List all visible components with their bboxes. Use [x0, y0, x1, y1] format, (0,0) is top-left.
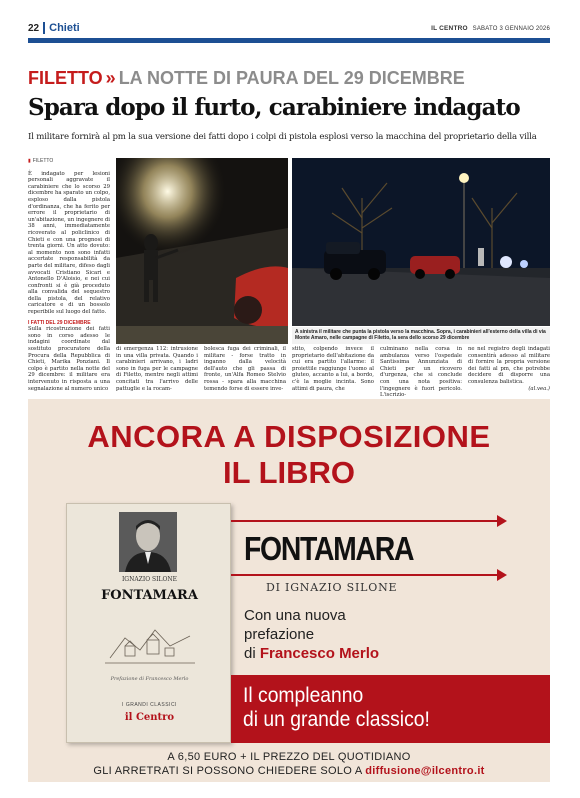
photo-carabinieri-night	[292, 158, 550, 326]
ad-preface-di: di	[244, 645, 256, 662]
photo-carabinieri-night-image	[292, 158, 550, 326]
ad-price-line2	[28, 764, 550, 778]
byline: ▮ FILETTO	[28, 158, 110, 165]
book-cover	[66, 503, 231, 743]
decorative-arrow-top	[231, 520, 497, 522]
page-number: 22	[28, 22, 40, 34]
ad-preface-text	[244, 606, 494, 663]
book-cover-series: I GRANDI CLASSICI	[122, 702, 177, 708]
masthead-info	[431, 25, 550, 32]
ad-headline-line2: IL LIBRO	[222, 455, 356, 490]
article-column-5	[468, 346, 550, 390]
article-headline: Spara dopo il furto, carabiniere indagato	[28, 94, 520, 121]
author-signature: (al.vea.)	[528, 385, 550, 392]
ad-book-title: FONTAMARA	[244, 530, 414, 567]
book-cover-author: IGNAZIO SILONE	[121, 576, 178, 583]
issue-date: SABATO 3 GENNAIO 2026	[472, 25, 550, 32]
article-column-4: culminano nella corsa in ambulanza verso l'ospedale Santissima Annunziata di Chieti per un ricovero d'urgenza, che si conclude con una nota positiva: l'ingegnere è fuori pericolo. L'iscrizio-	[380, 346, 462, 399]
article-column-1: di emergenza 112: intrusione in una villa privata. Quando i carabinieri arrivano, i ladri sono in fuga per le campagne di Filetto, mentre negli attimi concitati tra l'arrivo delle pattuglie e la rocam-	[116, 346, 198, 392]
photo-caption: A sinistra il militare che punta la pistola verso la macchina. Sopra, i carabinieri all'esterno della villa di via Monte Amaro, nelle campagne di Filetto, la sera dello scorso 29 dicembre	[292, 327, 550, 344]
book-cover-preface: Prefazione di Francesco Merlo	[110, 676, 189, 682]
ad-price-line1: A 6,50 EURO + IL PREZZO DEL QUOTIDIANO	[167, 751, 411, 763]
ad-band-line1: Il compleanno	[243, 684, 364, 707]
ad-preface-line2: prefazione	[244, 626, 315, 643]
article-left-column	[28, 158, 110, 392]
ad-preface-line3	[244, 644, 494, 663]
article-subhead: Il militare fornirà al pm la sua versione dei fatti dopo i colpi di pistola esplosi verso la macchina del proprietario della villa	[28, 132, 537, 142]
kicker	[28, 68, 550, 88]
book-cover-title: FONTAMARA	[101, 588, 198, 603]
article-columns	[116, 346, 550, 399]
kicker-title: LA NOTTE DI PAURA DEL 29 DICEMBRE	[118, 68, 465, 88]
ad-preface-name: Francesco Merlo	[259, 645, 380, 662]
kicker-arrows: »	[105, 68, 116, 88]
photo-soldier-aiming-image	[116, 158, 288, 344]
ad-price-line2-text: GLI ARRETRATI SI POSSONO CHIEDERE SOLO A	[93, 765, 362, 777]
article-column-2: bolesca fuga dei criminali, il militare - forse tratto in inganno dalla velocità dell'auto che gli passa di fronte, un'Alfa Romeo Stelvio rossa - spara alla macchina temendo forse di essere inve-	[204, 346, 286, 392]
ad-headline-line1: ANCORA A DISPOSIZIONE	[87, 419, 491, 454]
section-name: Chieti	[43, 22, 80, 34]
ad-book-author: DI IGNAZIO SILONE	[266, 581, 398, 594]
ad-band-line2: di un grande classico!	[243, 708, 430, 731]
newspaper-name: IL CENTRO	[431, 24, 468, 32]
decorative-arrow-bottom	[231, 574, 497, 576]
ad-price-info	[28, 750, 550, 778]
page-header	[28, 20, 550, 36]
kicker-place: FILETTO	[28, 68, 103, 88]
book-cover-brand: il Centro	[124, 712, 175, 723]
article-column-5-text: ne nel registro degli indagati consentirà adesso al militare di fornire la propria versione dei fatti al pm, che potrebbe decidere di disporre una consulenza balistica.	[468, 346, 550, 385]
village-sketch-icon	[105, 608, 195, 670]
header-rule	[28, 38, 550, 43]
photo-soldier-aiming	[116, 158, 288, 344]
sub-label: I FATTI DEL 29 DICEMBRE	[28, 319, 91, 326]
ad-red-band	[231, 675, 550, 743]
article-column-3: stito, colpendo invece il proprietario dell'abitazione da cui era partito l'allarme: il proiettile raggiunge l'uomo al gluteo, accanto a lui, a bordo, c'è la moglie incinta. Sono attimi di paura, che	[292, 346, 374, 392]
article-body-2: Sulla ricostruzione dei fatti sono in corso adesso le indagini coordinate dal sostituto procuratore della Procura della Repubblica di Chieti, Marika Ponziani. Il colpo è partito nella notte del 29 dicembre: il militare era intervenuto in risposta a una segnalazione al numero unico	[28, 326, 110, 392]
ad-preface-line1: Con una nuova	[244, 607, 346, 624]
author-portrait	[119, 512, 177, 572]
article-body-1: È indagato per lesioni personali aggravate il carabiniere che lo scorso 29 dicembre ha sparato un colpo, esploso dalla pistola d'ordinanza, che ha ferito per errore il proprietario di un'abitazione, un ingegnere di 38 anni, immediatamente ricoverato al policlinico di Chieti e con una prognosi di trenta giorni. Un atto dovuto: al momento non sono infatti accertate responsabilità da parte del militare, difeso dagli avvocati Cristiano Sicari e Antonello D'Aloisio, e nei cui confronti si è già proceduto alla convalida del sequestro della pistola, del relativo caricatore e di un bossolo reperibile sul luogo del fatto.	[28, 170, 110, 316]
book-advertisement[interactable]	[28, 399, 550, 782]
author-portrait-image	[119, 512, 177, 572]
ad-email-link[interactable]: diffusione@ilcentro.it	[365, 765, 485, 777]
